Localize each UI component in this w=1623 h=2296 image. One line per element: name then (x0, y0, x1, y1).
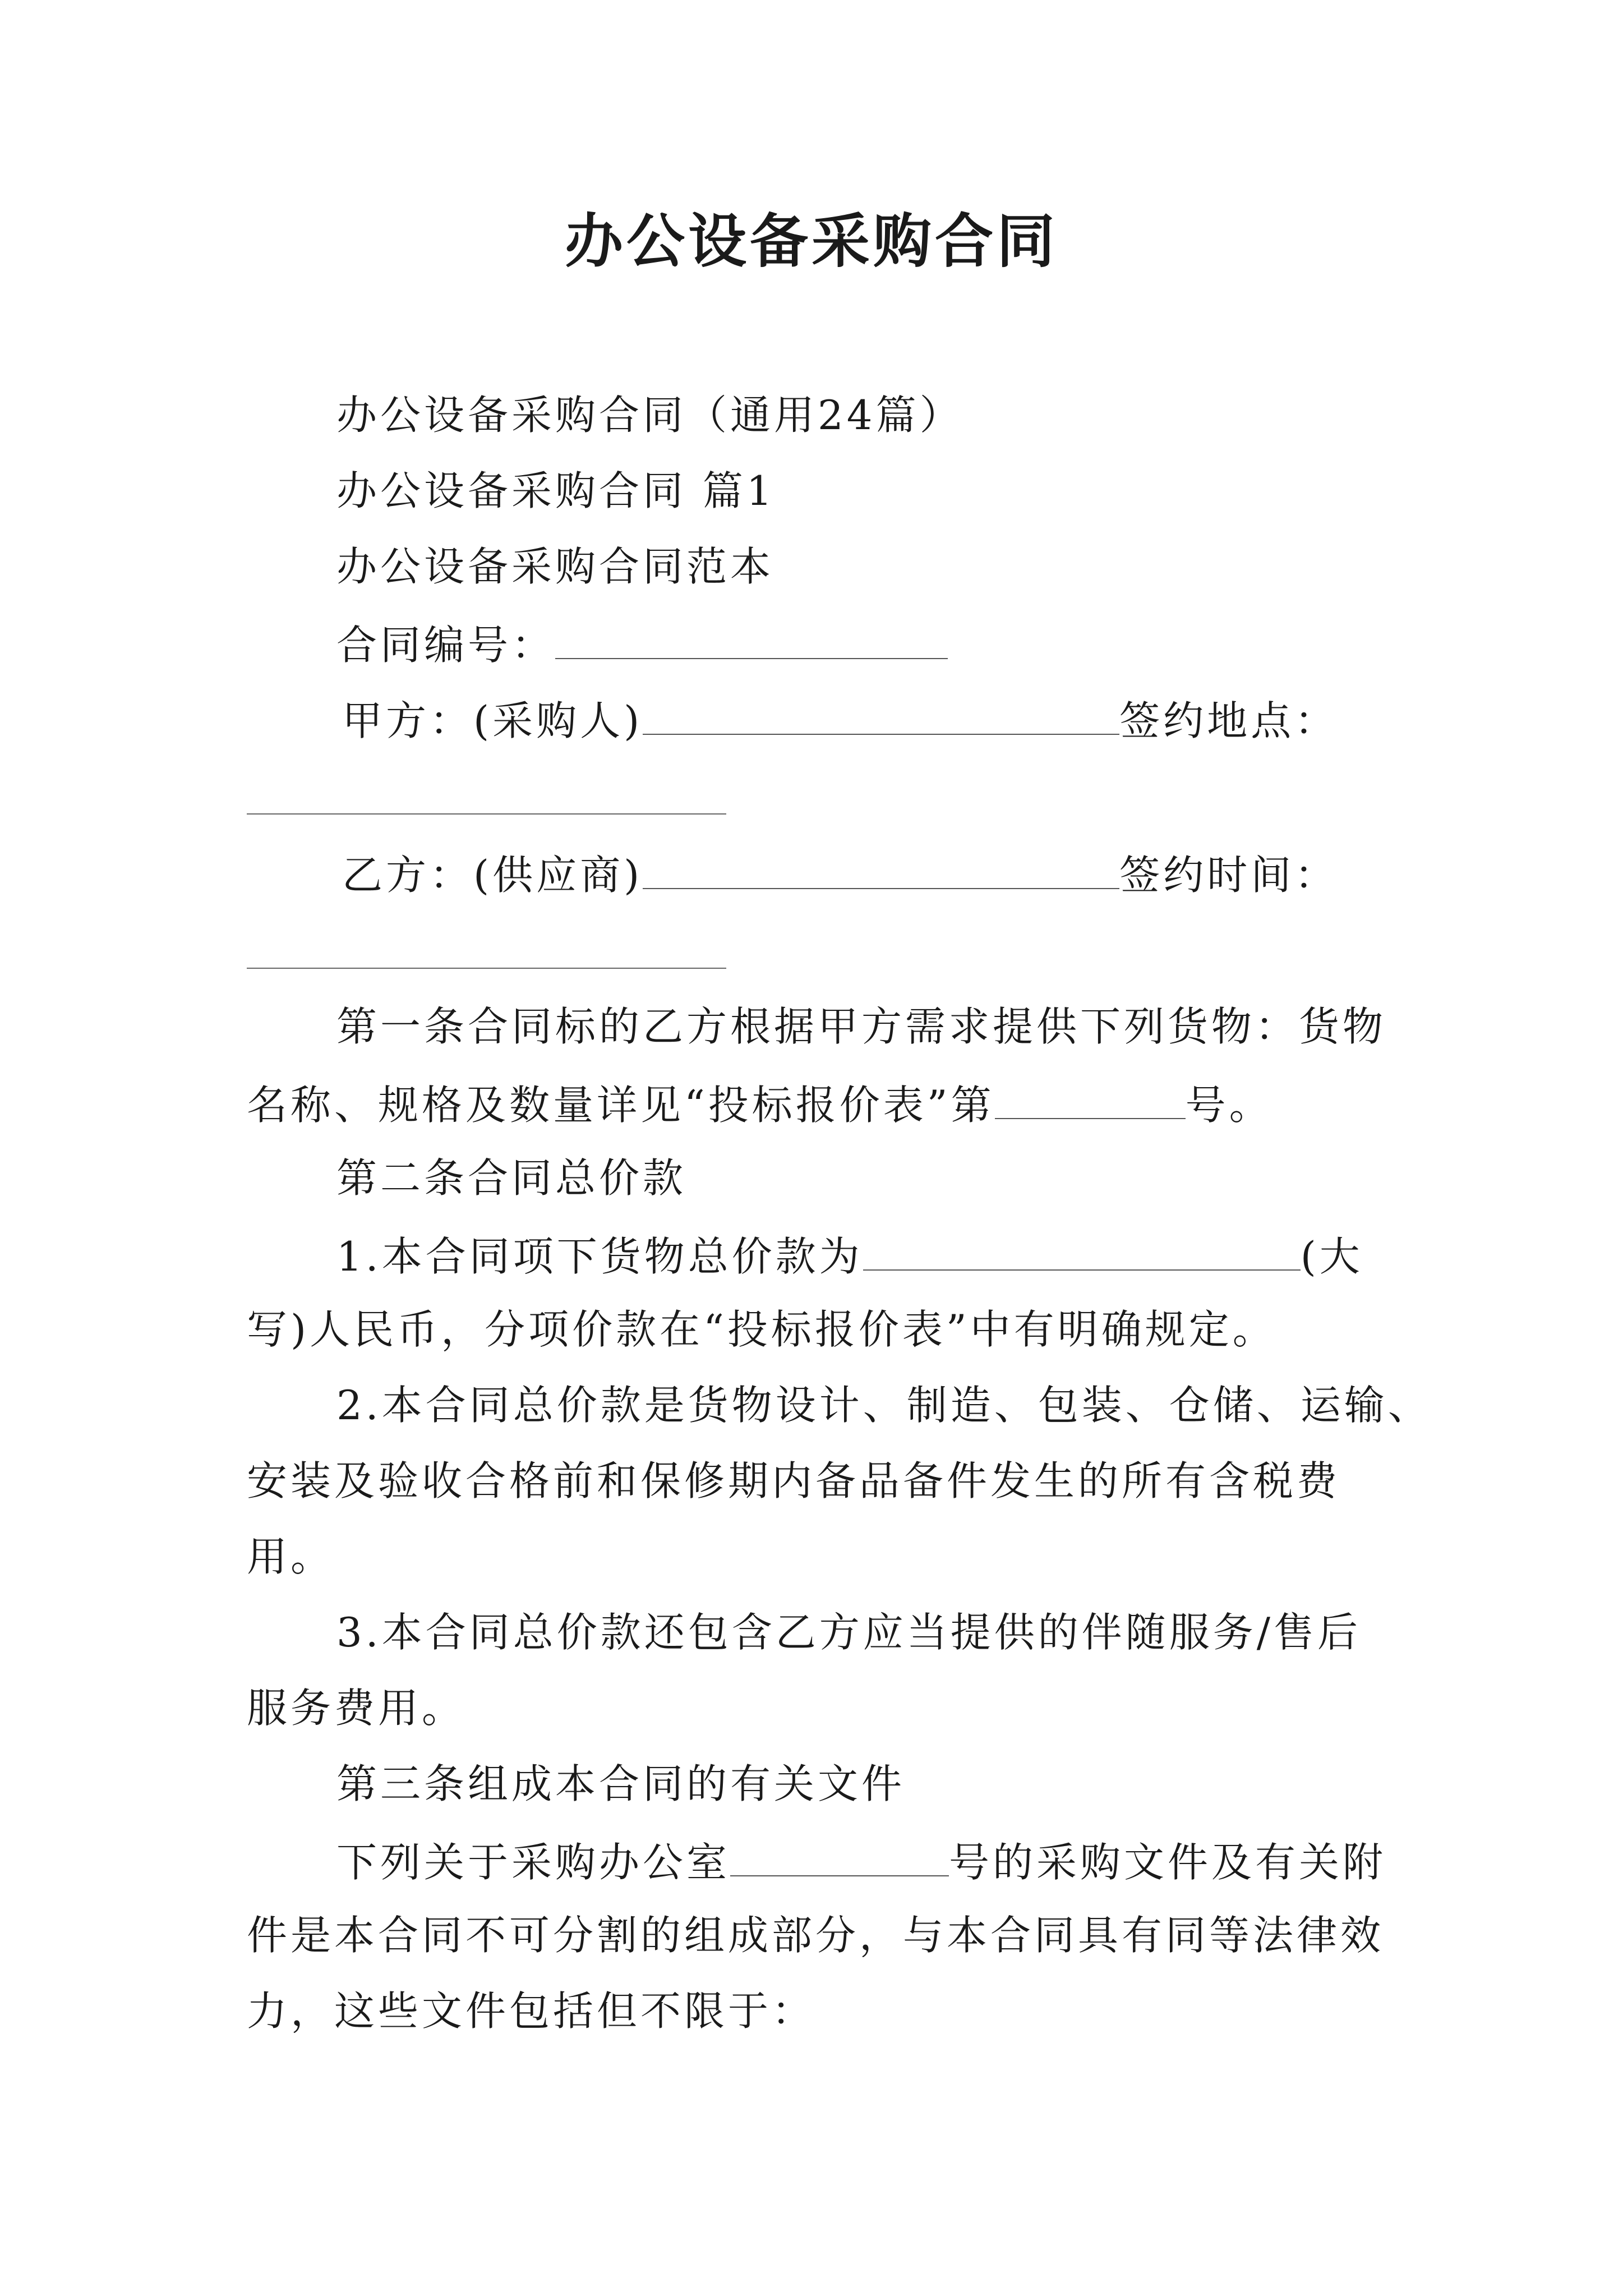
sign-place-label: 签约地点： (1119, 697, 1339, 744)
article-1-text-a: 名称、规格及数量详见“投标报价表”第 (247, 1082, 995, 1129)
contract-number-label: 合同编号： (336, 622, 556, 669)
party-a-line (342, 690, 1338, 749)
article-2-p1-line-1 (336, 1226, 1363, 1285)
sign-time-label: 签约时间： (1119, 852, 1339, 899)
contract-number-line (336, 614, 948, 673)
subtitle: 办公设备采购合同（通用24篇） (336, 392, 963, 439)
article-2-p2-line-3: 用。 (247, 1533, 335, 1580)
article-3-title: 第三条组成本合同的有关文件 (336, 1760, 906, 1807)
article-3-text-a: 下列关于采购办公室 (336, 1839, 731, 1886)
article-3-line-3: 力，这些文件包括但不限于： (247, 1987, 816, 2035)
article-3-line-2: 件是本合同不可分割的组成部分，与本合同具有同等法律效 (247, 1912, 1385, 1959)
article-1-line-2 (247, 1074, 1273, 1133)
article-2-p2-line-2: 安装及验收合格前和保修期内备品备件发生的所有含税费 (247, 1457, 1341, 1504)
party-b-line (342, 844, 1338, 903)
article-1-line-1: 第一条合同标的乙方根据甲方需求提供下列货物：货物 (336, 1003, 1387, 1050)
article-2-p1-line-2: 写)人民币，分项价款在“投标报价表”中有明确规定。 (247, 1306, 1276, 1353)
document-title: 办公设备采购合同 (564, 206, 1058, 275)
contract-number-blank (555, 614, 948, 659)
article-3-line-1 (336, 1832, 1386, 1890)
party-a-blank (643, 690, 1119, 735)
party-b-blank (643, 844, 1119, 889)
quote-number-blank (995, 1074, 1186, 1119)
article-3-text-b: 号的采购文件及有关附 (949, 1839, 1387, 1886)
procurement-number-blank (730, 1832, 949, 1876)
total-price-blank (863, 1226, 1301, 1271)
party-b-label: 乙方：(供应商) (342, 852, 643, 899)
article-1-text-b: 号。 (1185, 1082, 1273, 1129)
article-2-title: 第二条合同总价款 (336, 1154, 687, 1202)
article-2-p1-text-a: 1.本合同项下货物总价款为 (336, 1233, 863, 1280)
sign-time-blank (247, 968, 726, 969)
article-2-p2-line-1: 2.本合同总价款是货物设计、制造、包装、仓储、运输、 (336, 1382, 1432, 1429)
party-a-label: 甲方：(采购人) (342, 697, 643, 744)
sign-place-blank (247, 813, 726, 815)
template-name: 办公设备采购合同范本 (336, 543, 774, 590)
chapter-heading: 办公设备采购合同 篇1 (336, 467, 776, 514)
article-2-p3-line-1: 3.本合同总价款还包含乙方应当提供的伴随服务/售后 (336, 1609, 1361, 1656)
article-2-p1-text-b: (大 (1300, 1233, 1363, 1280)
article-2-p3-line-2: 服务费用。 (247, 1685, 466, 1732)
